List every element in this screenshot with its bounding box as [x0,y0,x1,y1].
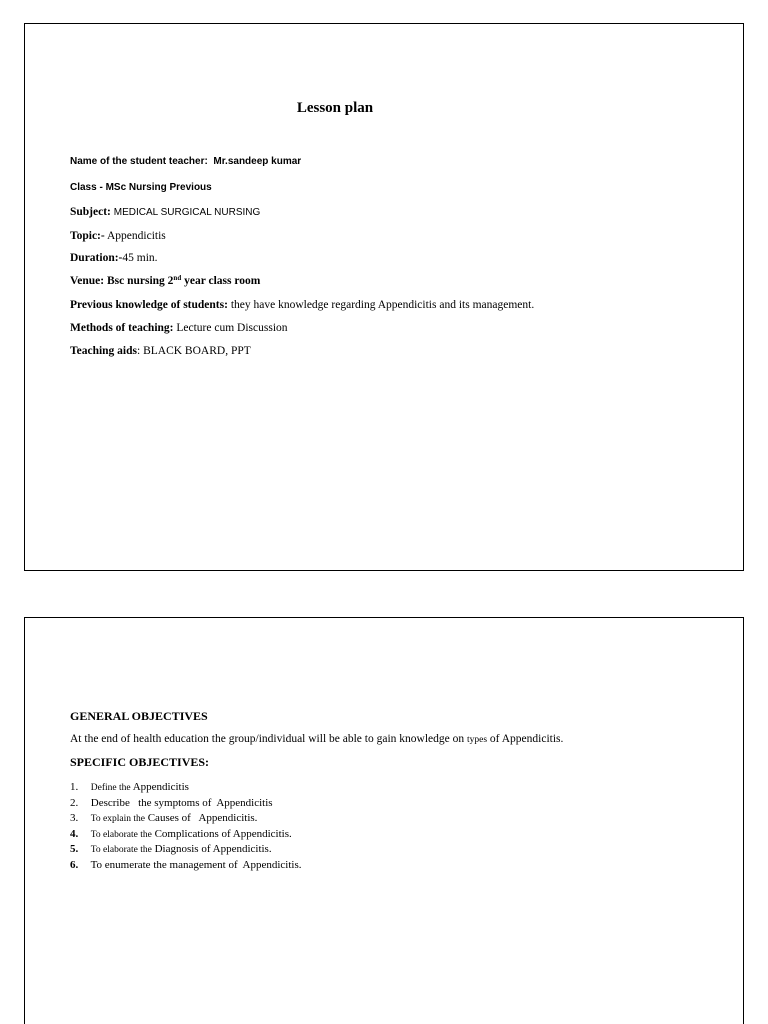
teacher-line [70,156,301,167]
page-title [25,100,645,117]
objective-text: Diagnosis of Appendicitis. [154,843,272,855]
previous-knowledge-label: Previous knowledge of students: [70,299,228,311]
topic-line [70,230,166,242]
previous-knowledge-value: they have knowledge regarding Appendicitis and its management. [230,299,535,311]
general-text-part-1: At the end of health education the group/individual will be able to gain knowledge on [70,733,465,745]
objective-number: 1. [70,781,79,793]
objective-number: 4. [70,827,79,840]
topic-value: Appendicitis [106,230,166,242]
teaching-aids-line [70,345,251,357]
objective-number: 2. [70,796,79,809]
subject-label: Subject: [70,206,111,218]
teacher-value: Mr.sandeep kumar [213,156,302,167]
objective-number: 3. [70,812,79,824]
list-item [70,842,301,858]
list-item [70,827,301,843]
document-page-2 [24,617,744,1024]
methods-value: Lecture cum Discussion [176,322,288,334]
objective-number: 5. [70,843,79,855]
class-value: MSc Nursing Previous [105,182,212,193]
objective-text: To enumerate the management of Appendicitis. [90,858,302,871]
list-item [70,796,301,812]
venue-superscript: nd [173,274,182,282]
general-objectives-text [70,733,563,745]
teacher-label: Name of the student teacher: [70,156,208,167]
topic-label: Topic:- [70,230,105,242]
duration-line [70,252,158,264]
general-text-small: types [466,735,488,745]
class-label: Class - [70,182,103,193]
venue-value: year class room [184,275,261,287]
specific-objectives-list [70,780,301,873]
duration-label: Duration:- [70,252,123,264]
objective-text: Complications of Appendicitis. [154,827,292,840]
specific-objectives-heading: SPECIFIC OBJECTIVES: [70,755,210,769]
lesson-plan-title: Lesson plan [296,100,374,116]
venue-line [70,275,260,287]
objective-prefix: Define the [90,783,131,793]
objective-prefix: To explain the [90,814,145,824]
list-item [70,780,301,796]
duration-value: 45 min. [122,252,158,264]
general-objectives-heading: GENERAL OBJECTIVES [70,709,208,723]
objective-text: Describe the symptoms of Appendicitis [90,796,273,809]
teaching-aids-label: Teaching aids [70,345,138,357]
teaching-aids-value: : BLACK BOARD, PPT [137,345,251,357]
venue-label: Venue: Bsc nursing 2 [70,275,174,287]
document-page-1 [24,23,744,571]
objective-number: 6. [70,858,79,871]
methods-line [70,322,288,334]
subject-line [70,206,260,218]
list-item [70,811,301,827]
subject-value: MEDICAL SURGICAL NURSING [113,207,261,218]
general-text-part-2: of Appendicitis. [489,733,564,745]
objective-prefix: To elaborate the [90,845,152,855]
methods-label: Methods of teaching: [70,322,174,334]
list-item [70,858,301,874]
objective-text: Causes of Appendicitis. [147,812,258,824]
objective-text: Appendicitis [132,781,189,793]
objective-prefix: To elaborate the [90,829,152,840]
previous-knowledge-line [70,299,534,311]
class-line [70,182,212,193]
